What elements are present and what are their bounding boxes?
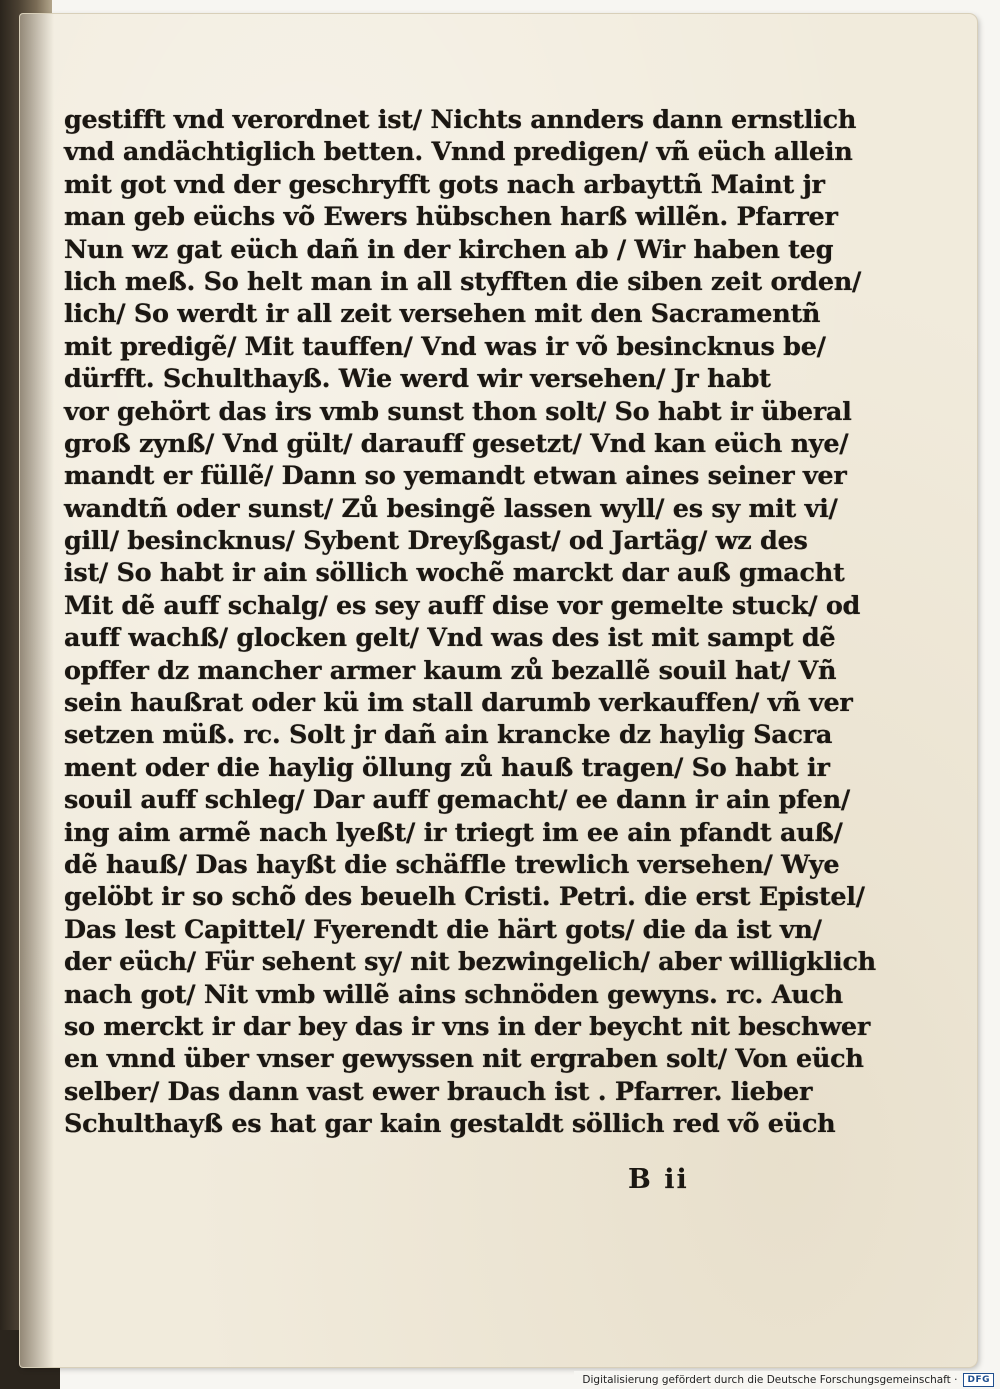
text-line: en vnnd über vnser gewyssen nit ergraben solt/ Von eüch bbox=[64, 1044, 864, 1075]
text-line: gill/ besincknus/ Sybent Dreyßgast/ od Jartäg/ wz des bbox=[64, 526, 808, 557]
text-line: setzen müß. rc. Solt jr dañ ain krancke dz haylig Sacra bbox=[64, 720, 833, 751]
text-line: lich/ So werdt ir all zeit versehen mit den Sacramentñ bbox=[64, 299, 821, 330]
text-line: ing aim armẽ nach lyeßt/ ir triegt im ee ain pfandt auß/ bbox=[64, 817, 843, 848]
text-line: wandtñ oder sunst/ Zů besingẽ lassen wyll/ es sy mit vi/ bbox=[64, 493, 838, 524]
text-line: dẽ hauß/ Das hayßt die schäffle trewlich versehen/ Wye bbox=[64, 849, 840, 880]
text-line: groß zynß/ Vnd gült/ darauff gesetzt/ Vnd kan eüch nye/ bbox=[64, 428, 849, 459]
text-line: Nun wz gat eüch dañ in der kirchen ab / Wir haben teg bbox=[64, 234, 834, 265]
text-line: mandt er füllẽ/ Dann so yemandt etwan aines seiner ver bbox=[64, 461, 847, 492]
text-line: dürfft. Schulthayß. Wie werd wir versehen/ Jr habt bbox=[64, 364, 771, 395]
dfg-logo-icon: DFG bbox=[963, 1373, 994, 1387]
text-line: Schulthayß es hat gar kain gestaldt söllich red võ eüch bbox=[64, 1109, 836, 1140]
text-line: mit predigẽ/ Mit tauffen/ Vnd was ir võ besincknus be/ bbox=[64, 331, 826, 362]
text-line: Mit dẽ auff schalg/ es sey auff dise vor gemelte stuck/ od bbox=[64, 590, 861, 621]
text-line: mit got vnd der geschryfft gots nach arbayttñ Maint jr bbox=[64, 169, 825, 200]
text-line: opffer dz mancher armer kaum zů bezallẽ souil hat/ Vñ bbox=[64, 655, 837, 686]
text-line: lich meß. So helt man in all styfften die siben zeit orden/ bbox=[64, 266, 862, 297]
text-line: Das lest Capittel/ Fyerendt die härt gots/ die da ist vn/ bbox=[64, 914, 822, 945]
text-line: nach got/ Nit vmb willẽ ains schnöden gewyns. rc. Auch bbox=[64, 979, 843, 1010]
text-line: der eüch/ Für sehent sy/ nit bezwingelich/ aber willigklich bbox=[64, 947, 876, 978]
page-text-block bbox=[64, 104, 876, 1141]
text-line: gelöbt ir so schõ des beuelh Cristi. Petri. die erst Epistel/ bbox=[64, 882, 865, 913]
text-line: gestifft vnd verordnet ist/ Nichts annders dann ernstlich bbox=[64, 105, 857, 135]
text-line: souil auff schleg/ Dar auff gemacht/ ee dann ir ain pfen/ bbox=[64, 785, 850, 816]
text-line: sein haußrat oder kü im stall darumb verkauffen/ vñ ver bbox=[64, 688, 853, 719]
text-line: man geb eüchs võ Ewers hübschen harß willẽn. Pfarrer bbox=[64, 202, 838, 233]
text-line: auff wachß/ glocken gelt/ Vnd was des ist mit sampt dẽ bbox=[64, 623, 836, 654]
signature-mark: B ii bbox=[628, 1164, 689, 1195]
text-line: so merckt ir dar bey das ir vns in der beycht nit beschwer bbox=[64, 1011, 870, 1042]
text-line: ment oder die haylig öllung zů hauß tragen/ So habt ir bbox=[64, 752, 830, 783]
footer-credit-text: Digitalisierung gefördert durch die Deutsche Forschungsgemeinschaft · bbox=[582, 1374, 958, 1386]
digitization-footer bbox=[574, 1371, 1000, 1389]
text-line: ist/ So habt ir ain söllich wochẽ marckt dar auß gmacht bbox=[64, 558, 845, 589]
page-gutter-shade bbox=[20, 14, 54, 1367]
text-line: vnd andächtiglich betten. Vnnd predigen/ vñ eüch allein bbox=[64, 137, 853, 168]
text-line: selber/ Das dann vast ewer brauch ist . Pfarrer. lieber bbox=[64, 1076, 813, 1107]
text-line: vor gehört das irs vmb sunst thon solt/ So habt ir überal bbox=[64, 396, 852, 427]
